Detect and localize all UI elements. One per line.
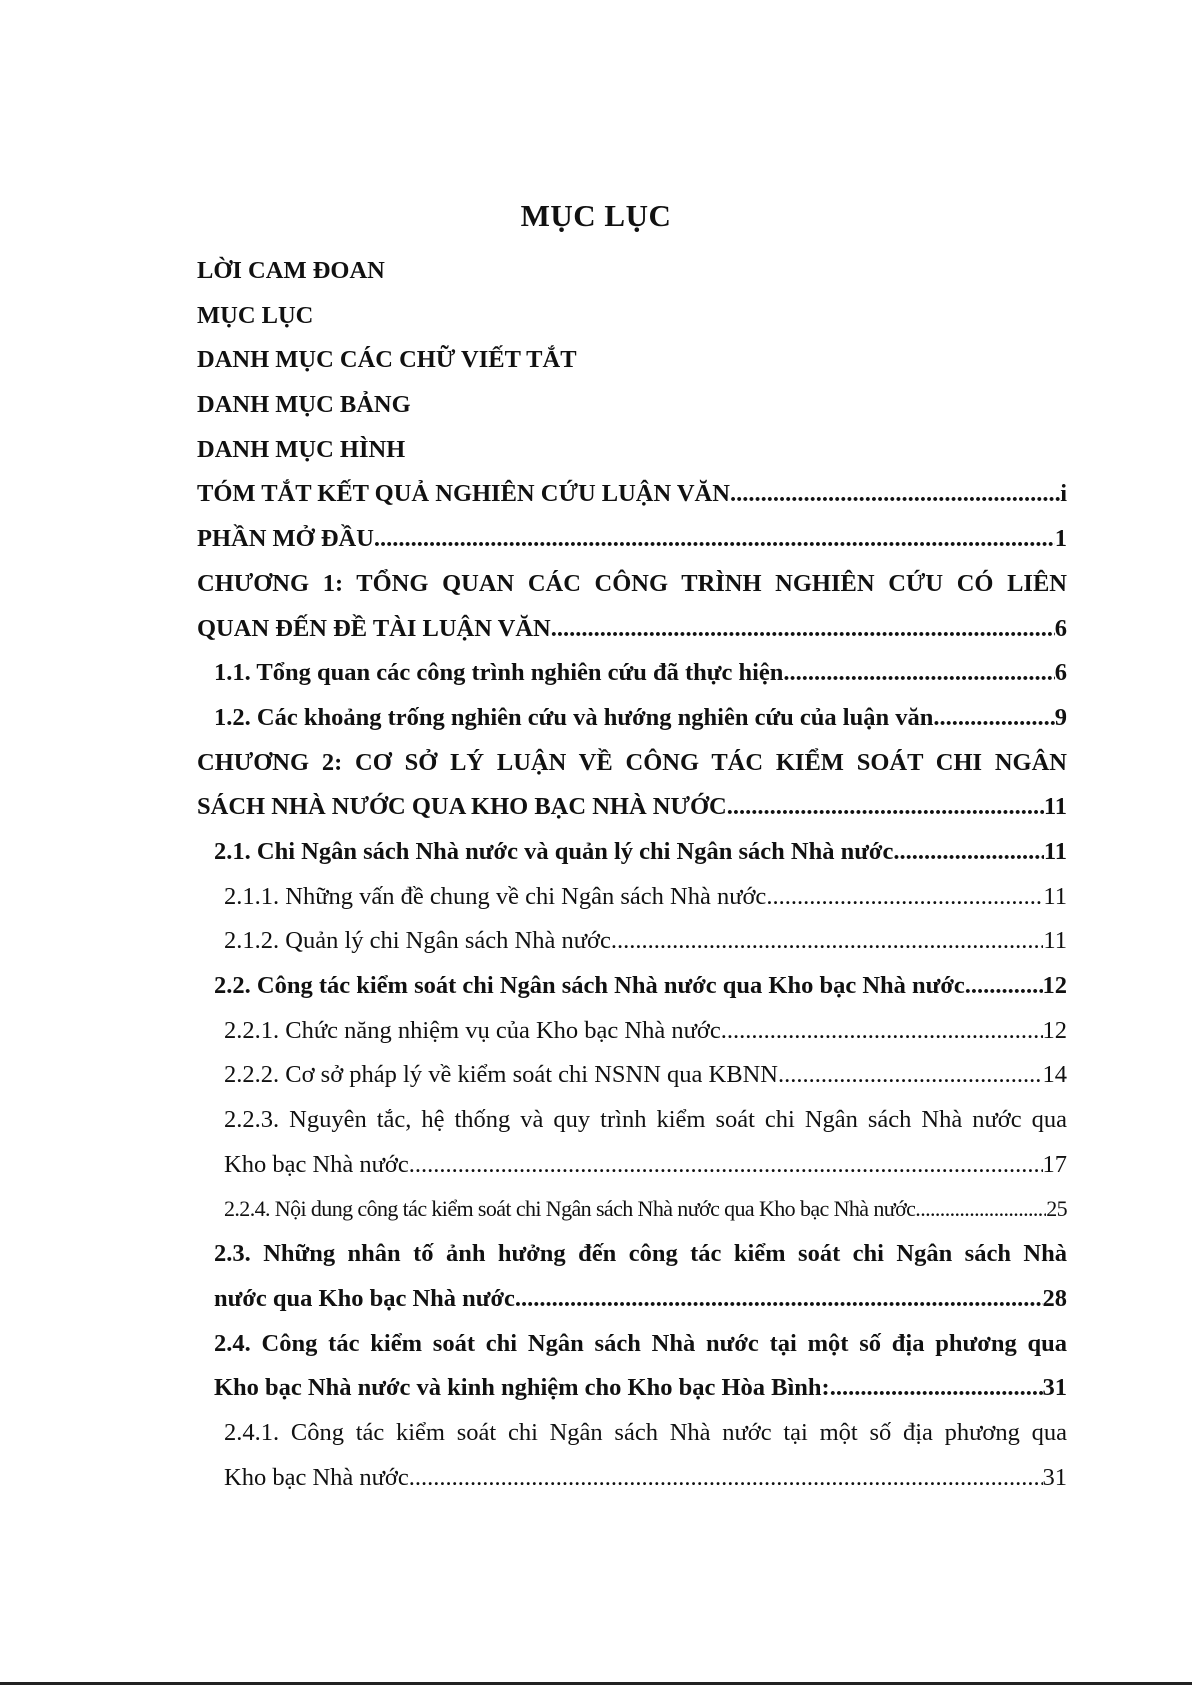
toc-entry-text: CHƯƠNG 1: TỔNG QUAN CÁC CÔNG TRÌNH NGHIÊN CỨU CÓ LIÊN: [197, 569, 1067, 597]
toc-page-number: 11: [1043, 927, 1067, 955]
toc-page-number: 17: [1042, 1150, 1067, 1178]
toc-entry: [197, 249, 1067, 294]
toc-leader-dots: [900, 830, 1044, 875]
toc-entry-text: DANH MỤC CÁC CHỮ VIẾT TẮT: [197, 346, 577, 374]
toc-entry: [197, 919, 1067, 964]
toc-entry: [197, 1456, 1067, 1501]
toc-page-number: 6: [1054, 614, 1067, 642]
toc-entry: [197, 1366, 1067, 1411]
toc-page-number: i: [1060, 480, 1067, 508]
toc-entry: [197, 607, 1067, 652]
toc-page-number: 6: [1054, 659, 1067, 687]
toc-entry: [197, 562, 1067, 607]
toc-entry-text: Kho bạc Nhà nước: [224, 1463, 409, 1491]
toc-page-number: 31: [1042, 1463, 1067, 1491]
toc-entry: [197, 964, 1067, 1009]
toc-leader-dots: [409, 1143, 1043, 1188]
toc-entry: [197, 830, 1067, 875]
toc-entry-text: CHƯƠNG 2: CƠ SỞ LÝ LUẬN VỀ CÔNG TÁC KIỂM SOÁT CHI NGÂN: [197, 748, 1067, 776]
toc-page-number: 11: [1043, 793, 1067, 821]
toc-leader-dots: [727, 785, 1044, 830]
toc-page-number: 14: [1042, 1061, 1067, 1089]
toc-page-number: 28: [1042, 1284, 1067, 1312]
toc-entry-text: MỤC LỤC: [197, 301, 314, 329]
toc-entry: [197, 1098, 1067, 1143]
toc-entry: [197, 1187, 1067, 1232]
toc-page-number: 12: [1042, 1016, 1067, 1044]
toc-leader-dots: [766, 875, 1043, 920]
toc-entry-text: DANH MỤC HÌNH: [197, 435, 406, 463]
toc-page-number: 9: [1054, 703, 1067, 731]
toc-entry-text: 2.3. Những nhân tố ảnh hưởng đến công tác kiểm soát chi Ngân sách Nhà: [214, 1240, 1067, 1268]
toc-entry-text: 2.2.2. Cơ sở pháp lý về kiểm soát chi NSNN qua KBNN.: [224, 1061, 785, 1089]
toc-entry: [197, 651, 1067, 696]
toc-entry-text: PHẦN MỞ ĐẦU: [197, 525, 374, 553]
table-of-contents: [197, 249, 1067, 1500]
toc-page-number: 12: [1042, 972, 1067, 999]
toc-entry: [197, 338, 1067, 383]
toc-entry: [197, 1143, 1067, 1188]
toc-entry: [197, 875, 1067, 920]
toc-entry: [197, 1009, 1067, 1054]
toc-entry: [197, 428, 1067, 473]
toc-entry: [197, 785, 1067, 830]
toc-entry-text: 2.2.4. Nội dung công tác kiểm soát chi Ngân sách Nhà nước qua Kho bạc Nhà nước: [224, 1196, 916, 1222]
toc-entry-text: 1.2. Các khoảng trống nghiên cứu và hướng nghiên cứu của luận văn: [214, 703, 934, 731]
toc-leader-dots: [721, 1009, 1043, 1054]
toc-entry: [197, 472, 1067, 517]
toc-entry-text: 1.1. Tổng quan các công trình nghiên cứu đã thực hiện: [214, 659, 784, 687]
toc-entry-text: 2.4.1. Công tác kiểm soát chi Ngân sách Nhà nước tại một số địa phương qua: [224, 1418, 1067, 1446]
toc-leader-dots: [515, 1277, 1043, 1322]
toc-leader-dots: [374, 517, 1055, 562]
toc-entry: [197, 1232, 1067, 1277]
toc-entry-text: Kho bạc Nhà nước và kinh nghiệm cho Kho bạc Hòa Bình:: [214, 1374, 830, 1402]
toc-entry-text: 2.1.1. Những vấn đề chung về chi Ngân sách Nhà nước: [224, 882, 767, 910]
toc-leader-dots: [933, 696, 1054, 741]
toc-entry-text: Kho bạc Nhà nước: [224, 1150, 409, 1178]
toc-leader-dots: [915, 1187, 1046, 1232]
toc-entry: [197, 741, 1067, 786]
toc-page-number: 1: [1054, 525, 1067, 553]
toc-entry: [197, 1411, 1067, 1456]
toc-leader-dots: [611, 919, 1044, 964]
toc-entry-text: 2.1. Chi Ngân sách Nhà nước và quản lý chi Ngân sách Nhà nước.: [214, 837, 900, 865]
toc-leader-dots: [830, 1366, 1043, 1411]
toc-entry-text: 2.2.1. Chức năng nhiệm vụ của Kho bạc Nhà nước: [224, 1016, 721, 1044]
toc-entry-text: nước qua Kho bạc Nhà nước: [214, 1284, 515, 1312]
toc-entry-text: 2.4. Công tác kiểm soát chi Ngân sách Nhà nước tại một số địa phương qua: [214, 1329, 1067, 1357]
toc-page-number: 31: [1042, 1374, 1067, 1402]
toc-entry: [197, 1277, 1067, 1322]
toc-leader-dots: [409, 1456, 1043, 1501]
toc-entry: [197, 1053, 1067, 1098]
toc-page-number: 11: [1043, 837, 1067, 865]
page-title: MỤC LỤC: [520, 198, 672, 233]
toc-entry: [197, 294, 1067, 339]
toc-leader-dots: [784, 1053, 1042, 1098]
toc-entry: [197, 696, 1067, 741]
toc-entry-text: 2.1.2. Quản lý chi Ngân sách Nhà nước: [224, 927, 611, 955]
toc-entry-text: QUAN ĐẾN ĐỀ TÀI LUẬN VĂN: [197, 614, 551, 642]
toc-entry: [197, 517, 1067, 562]
toc-leader-dots: [965, 964, 1043, 1009]
toc-leader-dots: [730, 472, 1060, 517]
toc-entry-text: 2.2.3. Nguyên tắc, hệ thống và quy trình kiểm soát chi Ngân sách Nhà nước qua: [224, 1106, 1067, 1134]
toc-page-number: 11: [1043, 882, 1067, 910]
toc-entry: [197, 1322, 1067, 1367]
toc-entry-text: DANH MỤC BẢNG: [197, 391, 411, 419]
toc-entry-text: TÓM TẮT KẾT QUẢ NGHIÊN CỨU LUẬN VĂN: [197, 480, 730, 508]
toc-entry-text: SÁCH NHÀ NƯỚC QUA KHO BẠC NHÀ NƯỚC: [197, 793, 727, 821]
toc-leader-dots: [783, 651, 1054, 696]
toc-leader-dots: [551, 607, 1055, 652]
toc-entry-text: 2.2. Công tác kiểm soát chi Ngân sách Nhà nước qua Kho bạc Nhà nước: [214, 972, 965, 999]
toc-page-number: 25: [1046, 1196, 1067, 1222]
toc-entry: [197, 383, 1067, 428]
toc-entry-text: LỜI CAM ĐOAN: [197, 257, 385, 284]
